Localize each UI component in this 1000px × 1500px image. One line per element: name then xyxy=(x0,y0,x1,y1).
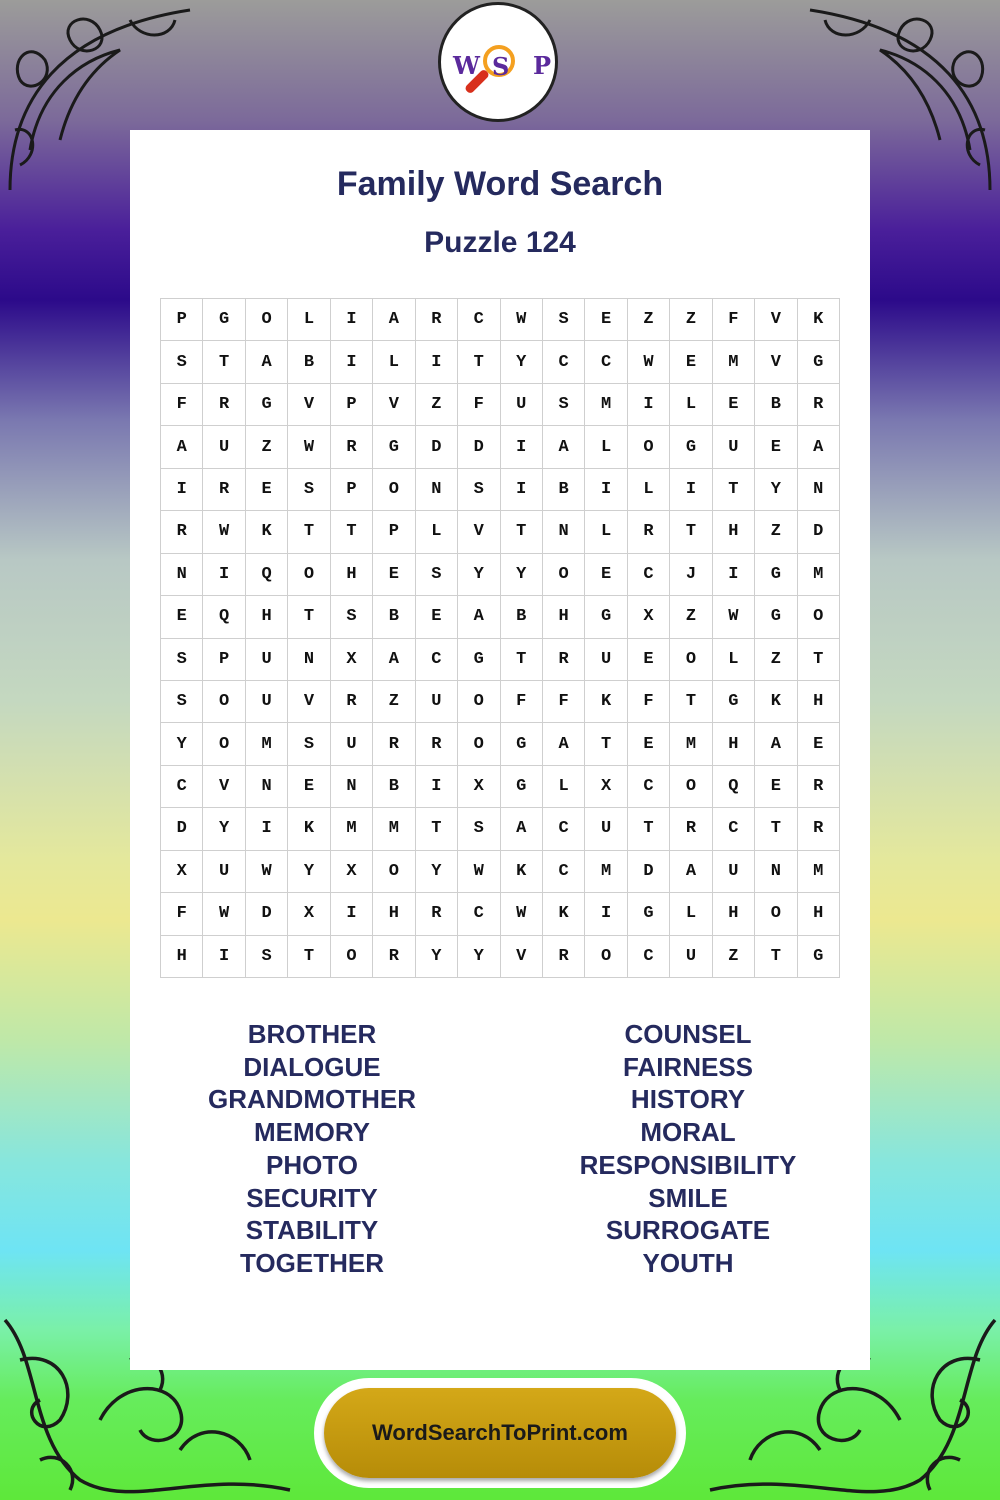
grid-cell[interactable]: Z xyxy=(373,681,415,723)
grid-cell[interactable]: M xyxy=(585,851,627,893)
grid-cell[interactable]: O xyxy=(670,639,712,681)
grid-cell[interactable]: Y xyxy=(288,851,330,893)
footer-badge xyxy=(314,1378,686,1488)
grid-cell[interactable]: N xyxy=(288,639,330,681)
grid-cell[interactable]: I xyxy=(501,469,543,511)
word-list-item: TOGETHER xyxy=(240,1247,384,1278)
grid-cell[interactable]: P xyxy=(331,469,373,511)
grid-cell[interactable]: Z xyxy=(416,384,458,426)
grid-cell[interactable]: T xyxy=(416,808,458,850)
grid-cell[interactable]: T xyxy=(203,341,245,383)
grid-cell[interactable]: E xyxy=(288,766,330,808)
grid-cell[interactable]: N xyxy=(798,469,840,511)
grid-cell[interactable]: U xyxy=(331,723,373,765)
grid-cell[interactable]: W xyxy=(501,299,543,341)
grid-cell[interactable]: V xyxy=(373,384,415,426)
grid-cell[interactable]: S xyxy=(161,341,203,383)
logo-letter-s: S xyxy=(492,52,510,81)
grid-cell[interactable]: G xyxy=(203,299,245,341)
grid-cell[interactable]: R xyxy=(416,723,458,765)
grid-cell[interactable]: H xyxy=(373,893,415,935)
grid-cell[interactable]: G xyxy=(501,766,543,808)
grid-cell[interactable]: V xyxy=(755,341,797,383)
grid-cell[interactable]: R xyxy=(543,936,585,978)
grid-cell[interactable]: X xyxy=(458,766,500,808)
word-list-item: STABILITY xyxy=(245,1215,379,1246)
grid-cell[interactable]: R xyxy=(161,511,203,553)
grid-cell[interactable]: Y xyxy=(458,936,500,978)
grid-cell[interactable]: Z xyxy=(713,936,755,978)
grid-cell[interactable]: M xyxy=(585,384,627,426)
grid-cell[interactable]: L xyxy=(416,511,458,553)
grid-cell[interactable]: K xyxy=(246,511,288,553)
grid-cell[interactable]: C xyxy=(458,299,500,341)
grid-cell[interactable]: E xyxy=(628,639,670,681)
word-list-item: GRANDMOTHER xyxy=(208,1084,416,1115)
grid-cell[interactable]: V xyxy=(203,766,245,808)
grid-cell[interactable]: O xyxy=(670,766,712,808)
grid-cell[interactable]: S xyxy=(288,723,330,765)
grid-cell[interactable]: I xyxy=(203,554,245,596)
grid-cell[interactable]: T xyxy=(755,936,797,978)
letter-grid[interactable] xyxy=(160,298,840,978)
grid-cell[interactable]: K xyxy=(798,299,840,341)
word-list-item: PHOTO xyxy=(266,1149,358,1180)
grid-cell[interactable]: Z xyxy=(628,299,670,341)
grid-cell[interactable]: M xyxy=(798,554,840,596)
grid-cell[interactable]: S xyxy=(246,936,288,978)
grid-cell[interactable]: H xyxy=(798,893,840,935)
grid-cell[interactable]: T xyxy=(288,936,330,978)
grid-cell[interactable]: C xyxy=(628,766,670,808)
grid-cell[interactable]: I xyxy=(501,426,543,468)
grid-cell[interactable]: L xyxy=(628,469,670,511)
grid-cell[interactable]: E xyxy=(161,596,203,638)
grid-cell[interactable]: A xyxy=(670,851,712,893)
grid-cell[interactable]: X xyxy=(288,893,330,935)
grid-cell[interactable]: G xyxy=(713,681,755,723)
grid-cell[interactable]: M xyxy=(798,851,840,893)
grid-cell[interactable]: P xyxy=(161,299,203,341)
grid-cell[interactable]: Y xyxy=(416,851,458,893)
grid-cell[interactable]: A xyxy=(501,808,543,850)
grid-cell[interactable]: O xyxy=(798,596,840,638)
grid-cell[interactable]: D xyxy=(458,426,500,468)
grid-cell[interactable]: V xyxy=(755,299,797,341)
site-link-button[interactable]: WordSearchToPrint.com xyxy=(324,1388,676,1478)
grid-cell[interactable]: E xyxy=(755,766,797,808)
grid-cell[interactable]: G xyxy=(628,893,670,935)
grid-cell[interactable]: M xyxy=(713,341,755,383)
grid-cell[interactable]: O xyxy=(458,723,500,765)
grid-cell[interactable]: B xyxy=(373,596,415,638)
grid-cell[interactable]: T xyxy=(713,469,755,511)
grid-cell[interactable]: A xyxy=(373,299,415,341)
grid-cell[interactable]: U xyxy=(246,639,288,681)
grid-cell[interactable]: F xyxy=(543,681,585,723)
grid-cell[interactable]: R xyxy=(373,936,415,978)
grid-cell[interactable]: L xyxy=(543,766,585,808)
grid-cell[interactable]: R xyxy=(798,766,840,808)
grid-cell[interactable]: P xyxy=(373,511,415,553)
grid-cell[interactable]: T xyxy=(458,341,500,383)
grid-cell[interactable]: Z xyxy=(755,511,797,553)
grid-cell[interactable]: K xyxy=(755,681,797,723)
grid-cell[interactable]: G xyxy=(246,384,288,426)
grid-cell[interactable]: I xyxy=(331,299,373,341)
grid-cell[interactable]: L xyxy=(670,384,712,426)
grid-cell[interactable]: T xyxy=(501,639,543,681)
page-title: Family Word Search xyxy=(336,165,664,203)
grid-cell[interactable]: T xyxy=(585,723,627,765)
grid-cell[interactable]: C xyxy=(585,341,627,383)
grid-cell[interactable]: K xyxy=(501,851,543,893)
grid-cell[interactable]: H xyxy=(161,936,203,978)
grid-cell[interactable]: E xyxy=(585,299,627,341)
grid-cell[interactable]: K xyxy=(543,893,585,935)
grid-cell[interactable]: A xyxy=(161,426,203,468)
grid-cell[interactable]: D xyxy=(161,808,203,850)
grid-cell[interactable]: Z xyxy=(670,596,712,638)
grid-cell[interactable]: F xyxy=(713,299,755,341)
grid-cell[interactable]: D xyxy=(416,426,458,468)
grid-cell[interactable]: I xyxy=(585,469,627,511)
grid-cell[interactable]: M xyxy=(331,808,373,850)
grid-cell[interactable]: C xyxy=(458,893,500,935)
grid-cell[interactable]: G xyxy=(373,426,415,468)
grid-cell[interactable]: P xyxy=(331,384,373,426)
grid-cell[interactable]: T xyxy=(670,681,712,723)
grid-cell[interactable]: K xyxy=(288,808,330,850)
word-list-item: RESPONSIBILITY xyxy=(579,1149,797,1180)
grid-cell[interactable]: F xyxy=(161,893,203,935)
grid-cell[interactable]: I xyxy=(670,469,712,511)
grid-cell[interactable]: S xyxy=(161,639,203,681)
grid-cell[interactable]: M xyxy=(246,723,288,765)
grid-cell[interactable]: G xyxy=(798,341,840,383)
grid-cell[interactable]: R xyxy=(416,893,458,935)
grid-cell[interactable]: C xyxy=(543,851,585,893)
grid-cell[interactable]: Z xyxy=(246,426,288,468)
word-list-item: MORAL xyxy=(640,1117,736,1148)
grid-cell[interactable]: S xyxy=(331,596,373,638)
grid-cell[interactable]: E xyxy=(585,554,627,596)
grid-cell[interactable]: A xyxy=(458,596,500,638)
grid-cell[interactable]: G xyxy=(670,426,712,468)
grid-cell[interactable]: L xyxy=(713,639,755,681)
grid-cell[interactable]: X xyxy=(331,851,373,893)
grid-cell[interactable]: E xyxy=(416,596,458,638)
grid-cell[interactable]: Q xyxy=(246,554,288,596)
grid-cell[interactable]: D xyxy=(798,511,840,553)
grid-cell[interactable]: I xyxy=(246,808,288,850)
grid-cell[interactable]: F xyxy=(458,384,500,426)
grid-cell[interactable]: U xyxy=(501,384,543,426)
grid-cell[interactable]: O xyxy=(458,681,500,723)
grid-cell[interactable]: H xyxy=(331,554,373,596)
grid-cell[interactable]: R xyxy=(203,384,245,426)
grid-cell[interactable]: E xyxy=(670,341,712,383)
grid-cell[interactable]: H xyxy=(713,723,755,765)
wsp-logo xyxy=(438,2,558,122)
grid-cell[interactable]: Y xyxy=(755,469,797,511)
grid-cell[interactable]: E xyxy=(798,723,840,765)
grid-cell[interactable]: L xyxy=(585,511,627,553)
grid-cell[interactable]: O xyxy=(373,851,415,893)
grid-cell[interactable]: A xyxy=(543,723,585,765)
word-list-left xyxy=(162,1018,462,1280)
grid-cell[interactable]: I xyxy=(331,341,373,383)
grid-cell[interactable]: U xyxy=(203,426,245,468)
grid-cell[interactable]: R xyxy=(798,808,840,850)
grid-cell[interactable]: S xyxy=(543,299,585,341)
grid-cell[interactable]: I xyxy=(585,893,627,935)
grid-cell[interactable]: L xyxy=(373,341,415,383)
grid-cell[interactable]: I xyxy=(416,341,458,383)
grid-cell[interactable]: C xyxy=(543,341,585,383)
grid-cell[interactable]: D xyxy=(628,851,670,893)
grid-cell[interactable]: Z xyxy=(670,299,712,341)
grid-cell[interactable]: A xyxy=(246,341,288,383)
grid-cell[interactable]: J xyxy=(670,554,712,596)
grid-cell[interactable]: R xyxy=(416,299,458,341)
grid-cell[interactable]: Q xyxy=(203,596,245,638)
grid-cell[interactable]: O xyxy=(203,723,245,765)
grid-cell[interactable]: Q xyxy=(713,766,755,808)
grid-cell[interactable]: Y xyxy=(501,341,543,383)
word-list-item: SURROGATE xyxy=(605,1215,771,1246)
grid-cell[interactable]: C xyxy=(628,936,670,978)
grid-cell[interactable]: V xyxy=(288,681,330,723)
grid-cell[interactable]: G xyxy=(755,596,797,638)
puzzle-number: Puzzle 124 xyxy=(424,226,576,259)
word-list-item: SMILE xyxy=(648,1182,728,1213)
grid-cell[interactable]: S xyxy=(458,808,500,850)
grid-cell[interactable]: W xyxy=(501,893,543,935)
word-list-item: SECURITY xyxy=(246,1182,378,1213)
word-list-item: MEMORY xyxy=(253,1117,371,1148)
grid-cell[interactable]: O xyxy=(288,554,330,596)
grid-cell[interactable]: I xyxy=(416,766,458,808)
grid-cell[interactable]: S xyxy=(416,554,458,596)
grid-cell[interactable]: H xyxy=(798,681,840,723)
grid-cell[interactable]: B xyxy=(755,384,797,426)
grid-cell[interactable]: V xyxy=(458,511,500,553)
grid-cell[interactable]: E xyxy=(373,554,415,596)
grid-cell[interactable]: S xyxy=(161,681,203,723)
grid-cell[interactable]: T xyxy=(670,511,712,553)
grid-cell[interactable]: W xyxy=(203,893,245,935)
grid-cell[interactable]: Z xyxy=(755,639,797,681)
grid-cell[interactable]: R xyxy=(628,511,670,553)
grid-cell[interactable]: W xyxy=(458,851,500,893)
grid-cell[interactable]: C xyxy=(628,554,670,596)
grid-cell[interactable]: E xyxy=(246,469,288,511)
logo-letter-p: P xyxy=(533,51,552,80)
grid-cell[interactable]: R xyxy=(798,384,840,426)
grid-cell[interactable]: Y xyxy=(416,936,458,978)
grid-cell[interactable]: U xyxy=(713,426,755,468)
grid-cell[interactable]: D xyxy=(246,893,288,935)
grid-cell[interactable]: N xyxy=(755,851,797,893)
grid-cell[interactable]: O xyxy=(543,554,585,596)
grid-cell[interactable]: I xyxy=(161,469,203,511)
grid-cell[interactable]: G xyxy=(458,639,500,681)
grid-cell[interactable]: S xyxy=(288,469,330,511)
grid-cell[interactable]: L xyxy=(670,893,712,935)
grid-cell[interactable]: F xyxy=(628,681,670,723)
grid-cell[interactable]: I xyxy=(203,936,245,978)
grid-cell[interactable]: V xyxy=(288,384,330,426)
grid-cell[interactable]: T xyxy=(288,596,330,638)
grid-cell[interactable]: T xyxy=(501,511,543,553)
grid-cell[interactable]: R xyxy=(203,469,245,511)
grid-cell[interactable]: K xyxy=(585,681,627,723)
grid-cell[interactable]: R xyxy=(543,639,585,681)
word-list-item: FAIRNESS xyxy=(622,1051,754,1082)
grid-cell[interactable]: F xyxy=(161,384,203,426)
grid-cell[interactable]: T xyxy=(628,808,670,850)
grid-cell[interactable]: A xyxy=(373,639,415,681)
grid-cell[interactable]: U xyxy=(670,936,712,978)
grid-cell[interactable]: T xyxy=(798,639,840,681)
grid-cell[interactable]: E xyxy=(755,426,797,468)
grid-cell[interactable]: G xyxy=(798,936,840,978)
grid-cell[interactable]: I xyxy=(628,384,670,426)
grid-cell[interactable]: O xyxy=(246,299,288,341)
grid-cell[interactable]: B xyxy=(501,596,543,638)
grid-cell[interactable]: X xyxy=(161,851,203,893)
grid-cell[interactable]: C xyxy=(713,808,755,850)
grid-cell[interactable]: W xyxy=(246,851,288,893)
grid-cell[interactable]: R xyxy=(373,723,415,765)
grid-cell[interactable]: E xyxy=(713,384,755,426)
grid-cell[interactable]: U xyxy=(585,808,627,850)
grid-cell[interactable]: U xyxy=(246,681,288,723)
grid-cell[interactable]: A xyxy=(798,426,840,468)
grid-cell[interactable]: H xyxy=(713,893,755,935)
grid-cell[interactable]: N xyxy=(331,766,373,808)
grid-cell[interactable]: Y xyxy=(458,554,500,596)
grid-cell[interactable]: T xyxy=(331,511,373,553)
grid-cell[interactable]: C xyxy=(416,639,458,681)
grid-cell[interactable]: P xyxy=(203,639,245,681)
grid-cell[interactable]: G xyxy=(755,554,797,596)
grid-cell[interactable]: S xyxy=(543,384,585,426)
grid-cell[interactable]: S xyxy=(458,469,500,511)
grid-cell[interactable]: X xyxy=(331,639,373,681)
grid-cell[interactable]: C xyxy=(161,766,203,808)
grid-cell[interactable]: F xyxy=(501,681,543,723)
grid-cell[interactable]: L xyxy=(585,426,627,468)
grid-cell[interactable]: A xyxy=(543,426,585,468)
grid-cell[interactable]: W xyxy=(628,341,670,383)
grid-cell[interactable]: X xyxy=(585,766,627,808)
word-list-item: HISTORY xyxy=(630,1084,746,1115)
grid-cell[interactable]: O xyxy=(755,893,797,935)
grid-cell[interactable]: M xyxy=(670,723,712,765)
grid-cell[interactable]: N xyxy=(246,766,288,808)
grid-cell[interactable]: U xyxy=(585,639,627,681)
grid-cell[interactable]: O xyxy=(331,936,373,978)
grid-cell[interactable]: H xyxy=(543,596,585,638)
grid-cell[interactable]: T xyxy=(755,808,797,850)
grid-cell[interactable]: H xyxy=(713,511,755,553)
grid-cell[interactable]: X xyxy=(628,596,670,638)
grid-cell[interactable]: O xyxy=(628,426,670,468)
word-list-item: YOUTH xyxy=(642,1247,734,1278)
grid-cell[interactable]: U xyxy=(416,681,458,723)
grid-cell[interactable]: B xyxy=(373,766,415,808)
grid-cell[interactable]: T xyxy=(288,511,330,553)
grid-cell[interactable]: N xyxy=(543,511,585,553)
grid-cell[interactable]: Y xyxy=(203,808,245,850)
grid-cell[interactable]: W xyxy=(288,426,330,468)
grid-cell[interactable]: W xyxy=(713,596,755,638)
grid-cell[interactable]: R xyxy=(670,808,712,850)
grid-cell[interactable]: L xyxy=(288,299,330,341)
grid-cell[interactable]: M xyxy=(373,808,415,850)
grid-cell[interactable]: B xyxy=(543,469,585,511)
grid-cell[interactable]: R xyxy=(331,426,373,468)
grid-cell[interactable]: R xyxy=(331,681,373,723)
grid-cell[interactable]: I xyxy=(713,554,755,596)
grid-cell[interactable]: W xyxy=(203,511,245,553)
grid-cell[interactable]: Y xyxy=(161,723,203,765)
word-list-item: BROTHER xyxy=(247,1019,377,1049)
grid-cell[interactable]: Y xyxy=(501,554,543,596)
grid-cell[interactable]: U xyxy=(203,851,245,893)
grid-cell[interactable]: N xyxy=(161,554,203,596)
word-list-right xyxy=(538,1018,838,1280)
grid-cell[interactable]: N xyxy=(416,469,458,511)
grid-cell[interactable]: B xyxy=(288,341,330,383)
grid-cell[interactable]: V xyxy=(501,936,543,978)
grid-cell[interactable]: E xyxy=(628,723,670,765)
grid-cell[interactable]: U xyxy=(713,851,755,893)
grid-cell[interactable]: O xyxy=(585,936,627,978)
grid-cell[interactable]: G xyxy=(501,723,543,765)
grid-cell[interactable]: H xyxy=(246,596,288,638)
grid-cell[interactable]: O xyxy=(373,469,415,511)
grid-cell[interactable]: C xyxy=(543,808,585,850)
grid-cell[interactable]: I xyxy=(331,893,373,935)
word-list-item: DIALOGUE xyxy=(243,1051,381,1082)
grid-cell[interactable]: G xyxy=(585,596,627,638)
logo-letter-w: W xyxy=(453,51,480,80)
grid-cell[interactable]: A xyxy=(755,723,797,765)
word-list-item: COUNSEL xyxy=(624,1019,752,1049)
grid-cell[interactable]: O xyxy=(203,681,245,723)
